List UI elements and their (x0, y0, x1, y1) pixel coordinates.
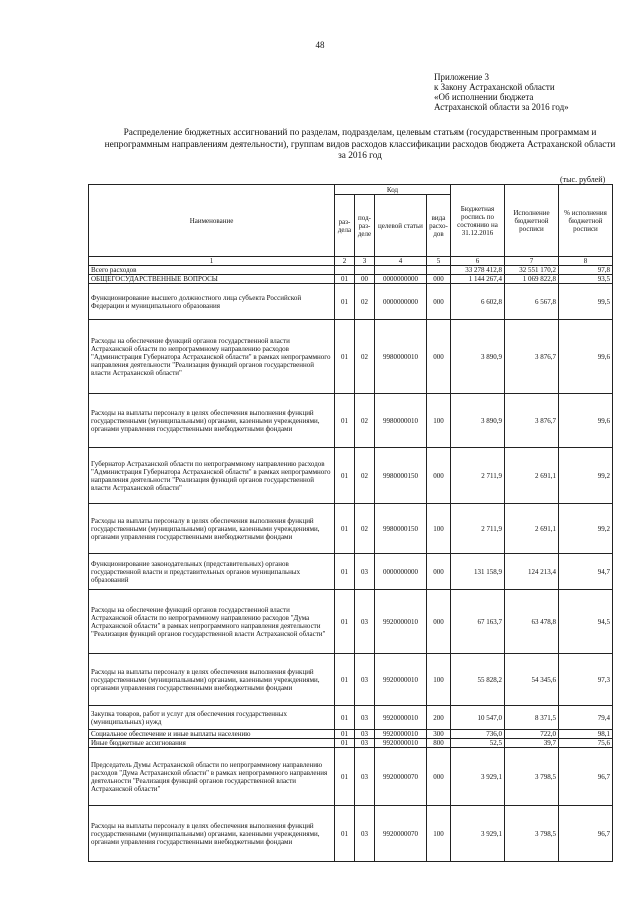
cell-kind: 200 (427, 706, 451, 730)
cell-subsection: 02 (355, 504, 375, 554)
cell-exec: 54 345,6 (505, 654, 559, 706)
cell-plan: 3 929,1 (451, 748, 505, 806)
cell-kind: 100 (427, 806, 451, 862)
cell-exec: 6 567,8 (505, 284, 559, 320)
cell-section: 01 (335, 739, 355, 748)
cell-kind: 100 (427, 504, 451, 554)
col-number: 1 (89, 257, 335, 266)
table-row (89, 706, 613, 730)
cell-name: Функционирование законодательных (представительных) органов государственной власти и представительных органов муниципальных образований (89, 554, 335, 590)
cell-exec: 3 798,5 (505, 806, 559, 862)
table-row (89, 654, 613, 706)
cell-pct: 97,3 (559, 654, 613, 706)
cell-kind: 800 (427, 739, 451, 748)
cell-exec: 1 069 822,8 (505, 275, 559, 284)
table-row (89, 504, 613, 554)
cell-target: 0000000000 (375, 284, 427, 320)
cell-plan: 2 711,9 (451, 448, 505, 504)
cell-plan: 52,5 (451, 739, 505, 748)
cell-kind: 000 (427, 748, 451, 806)
page-number: 48 (315, 40, 325, 50)
cell-name: Расходы на выплаты персоналу в целях обеспечения выполнения функций государственными (муниципальными) органами, казенными учреждениями, органами управления государственными внебюджетными фондами (89, 504, 335, 554)
appendix-line: к Закону Астраханской области (434, 82, 555, 92)
cell-plan: 2 711,9 (451, 504, 505, 554)
col-number: 8 (559, 257, 613, 266)
cell-subsection: 03 (355, 806, 375, 862)
header-target: целевой статьи (375, 195, 427, 257)
cell-name: Расходы на обеспечение функций органов государственной власти Астраханской области по непрограммному направлению расходов "Администрация Губернатора Астраханской области" в рамках непрограммного направления деятельности "Реализация функций органов государственной власти Астраханской области" (89, 320, 335, 394)
cell-plan: 10 547,0 (451, 706, 505, 730)
cell-pct: 96,7 (559, 806, 613, 862)
cell-pct: 75,6 (559, 739, 613, 748)
cell-pct: 99,2 (559, 504, 613, 554)
cell-exec: 722,0 (505, 730, 559, 739)
cell-section: 01 (335, 284, 355, 320)
table-row (89, 590, 613, 654)
cell-kind: 000 (427, 275, 451, 284)
cell-pct: 98,1 (559, 730, 613, 739)
cell-exec: 3 798,5 (505, 748, 559, 806)
cell-subsection: 02 (355, 448, 375, 504)
cell-plan: 3 929,1 (451, 806, 505, 862)
cell-exec: 63 478,8 (505, 590, 559, 654)
cell-target: 9920000010 (375, 730, 427, 739)
cell-section: 01 (335, 654, 355, 706)
cell-kind: 100 (427, 654, 451, 706)
cell-kind (427, 266, 451, 275)
col-number: 2 (335, 257, 355, 266)
cell-name: Расходы на выплаты персоналу в целях обеспечения выполнения функций государственными (муниципальными) органами, казенными учреждениями, органами управления государственными внебюджетными фондами (89, 394, 335, 448)
cell-kind: 300 (427, 730, 451, 739)
cell-plan: 67 163,7 (451, 590, 505, 654)
cell-subsection: 03 (355, 590, 375, 654)
cell-pct: 99,2 (559, 448, 613, 504)
cell-section: 01 (335, 706, 355, 730)
cell-name: Расходы на выплаты персоналу в целях обеспечения выполнения функций государственными (муниципальными) органами, казенными учреждениями, органами управления государственными внебюджетными фондами (89, 654, 335, 706)
cell-plan: 1 144 267,4 (451, 275, 505, 284)
appendix-line: Приложение 3 (434, 72, 490, 82)
cell-exec: 39,7 (505, 739, 559, 748)
cell-plan: 3 890,9 (451, 394, 505, 448)
table-row (89, 554, 613, 590)
cell-plan: 6 602,8 (451, 284, 505, 320)
cell-pct: 97,8 (559, 266, 613, 275)
appendix-header (434, 72, 569, 112)
cell-exec: 3 876,7 (505, 320, 559, 394)
cell-target: 9980000150 (375, 504, 427, 554)
header-section: раз-дела (335, 195, 355, 257)
table-row (89, 806, 613, 862)
cell-kind: 100 (427, 394, 451, 448)
appendix-line: Астраханской области за 2016 год» (434, 102, 569, 112)
cell-name: ОБЩЕГОСУДАРСТВЕННЫЕ ВОПРОСЫ (89, 275, 335, 284)
table-row (89, 748, 613, 806)
cell-plan: 131 158,9 (451, 554, 505, 590)
cell-subsection: 03 (355, 654, 375, 706)
cell-subsection: 03 (355, 748, 375, 806)
cell-target (375, 266, 427, 275)
cell-section: 01 (335, 806, 355, 862)
cell-section: 01 (335, 504, 355, 554)
cell-target: 9920000010 (375, 739, 427, 748)
cell-exec: 2 691,1 (505, 504, 559, 554)
cell-kind: 000 (427, 284, 451, 320)
cell-name: Расходы на обеспечение функций органов государственной власти Астраханской области по непрограммному направлению расходов "Дума Астраханской области" в рамках непрограммного направления деятельности "Реализация функций органов государственной власти Астраханской области" (89, 590, 335, 654)
cell-target: 9980000010 (375, 394, 427, 448)
cell-pct: 96,7 (559, 748, 613, 806)
cell-name: Расходы на выплаты персоналу в целях обеспечения выполнения функций государственными (муниципальными) органами, казенными учреждениями, органами управления государственными внебюджетными фондами (89, 806, 335, 862)
cell-name: Функционирование высшего должностного лица субъекта Российской Федерации и муниципального образования (89, 284, 335, 320)
cell-subsection (355, 266, 375, 275)
header-subsection: под-раз-деле (355, 195, 375, 257)
cell-subsection: 02 (355, 394, 375, 448)
cell-subsection: 02 (355, 284, 375, 320)
cell-name: Иные бюджетные ассигнования (89, 739, 335, 748)
table-row (89, 266, 613, 275)
cell-name: Председатель Думы Астраханской области по непрограммному направлению расходов "Дума Астраханской области" в рамках непрограммного направления деятельности "Реализация функций органов государственной власти Астраханской области" (89, 748, 335, 806)
col-number: 6 (451, 257, 505, 266)
cell-exec: 2 691,1 (505, 448, 559, 504)
cell-exec: 124 213,4 (505, 554, 559, 590)
appendix-line: «Об исполнении бюджета (434, 92, 534, 102)
cell-name: Социальное обеспечение и иные выплаты населению (89, 730, 335, 739)
table-row (89, 320, 613, 394)
cell-subsection: 02 (355, 320, 375, 394)
cell-section: 01 (335, 448, 355, 504)
cell-section: 01 (335, 320, 355, 394)
cell-section (335, 266, 355, 275)
budget-table (88, 184, 613, 862)
header-exec: Исполнение бюджетной росписи (505, 185, 559, 257)
cell-kind: 000 (427, 448, 451, 504)
table-row (89, 730, 613, 739)
col-number: 7 (505, 257, 559, 266)
cell-kind: 000 (427, 590, 451, 654)
cell-section: 01 (335, 394, 355, 448)
cell-pct: 99,5 (559, 284, 613, 320)
cell-pct: 94,7 (559, 554, 613, 590)
col-number: 5 (427, 257, 451, 266)
cell-pct: 99,6 (559, 320, 613, 394)
cell-exec: 32 551 170,2 (505, 266, 559, 275)
cell-subsection: 03 (355, 730, 375, 739)
cell-subsection: 00 (355, 275, 375, 284)
cell-kind: 000 (427, 554, 451, 590)
cell-section: 01 (335, 730, 355, 739)
cell-target: 9980000010 (375, 320, 427, 394)
header-kind: вида расхо-дов (427, 195, 451, 257)
cell-section: 01 (335, 748, 355, 806)
cell-target: 9980000150 (375, 448, 427, 504)
cell-target: 9920000010 (375, 706, 427, 730)
header-pct: % исполнения бюджетной росписи (559, 185, 613, 257)
cell-exec: 3 876,7 (505, 394, 559, 448)
cell-subsection: 03 (355, 706, 375, 730)
table-row (89, 448, 613, 504)
cell-section: 01 (335, 275, 355, 284)
cell-pct: 94,5 (559, 590, 613, 654)
header-code: Код (335, 185, 451, 195)
cell-plan: 55 828,2 (451, 654, 505, 706)
cell-target: 0000000000 (375, 275, 427, 284)
header-plan: Бюджетная роспись по состоянию на 31.12.2016 (451, 185, 505, 257)
col-number: 3 (355, 257, 375, 266)
document-title: Распределение бюджетных ассигнований по разделам, подразделам, целевым статьям (государственным программам и непрограммным направлениям деятельности), группам видов расходов классификации расходов бюджета Астраханской области за 2016 год (104, 128, 616, 161)
col-number: 4 (375, 257, 427, 266)
cell-target: 9920000010 (375, 590, 427, 654)
cell-pct: 93,5 (559, 275, 613, 284)
table-row (89, 394, 613, 448)
cell-target: 9920000070 (375, 748, 427, 806)
cell-section: 01 (335, 554, 355, 590)
cell-name: Губернатор Астраханской области по непрограммному направлению расходов "Администрация Губернатора Астраханской области" в рамках непрограммного направления деятельности "Реализация функций органов государственной власти Астраханской области" (89, 448, 335, 504)
cell-pct: 79,4 (559, 706, 613, 730)
cell-exec: 8 371,5 (505, 706, 559, 730)
cell-kind: 000 (427, 320, 451, 394)
cell-plan: 3 890,9 (451, 320, 505, 394)
table-row (89, 739, 613, 748)
cell-name: Закупка товаров, работ и услуг для обеспечения государственных (муниципальных) нужд (89, 706, 335, 730)
table-row (89, 275, 613, 284)
units-label: (тыс. рублей) (560, 175, 606, 184)
header-name: Наименование (89, 185, 335, 257)
cell-target: 0000000000 (375, 554, 427, 590)
table-row (89, 284, 613, 320)
cell-plan: 736,0 (451, 730, 505, 739)
cell-pct: 99,6 (559, 394, 613, 448)
cell-subsection: 03 (355, 554, 375, 590)
cell-subsection: 03 (355, 739, 375, 748)
cell-name: Всего расходов (89, 266, 335, 275)
cell-target: 9920000010 (375, 654, 427, 706)
cell-section: 01 (335, 590, 355, 654)
cell-target: 9920000070 (375, 806, 427, 862)
cell-plan: 33 278 412,8 (451, 266, 505, 275)
